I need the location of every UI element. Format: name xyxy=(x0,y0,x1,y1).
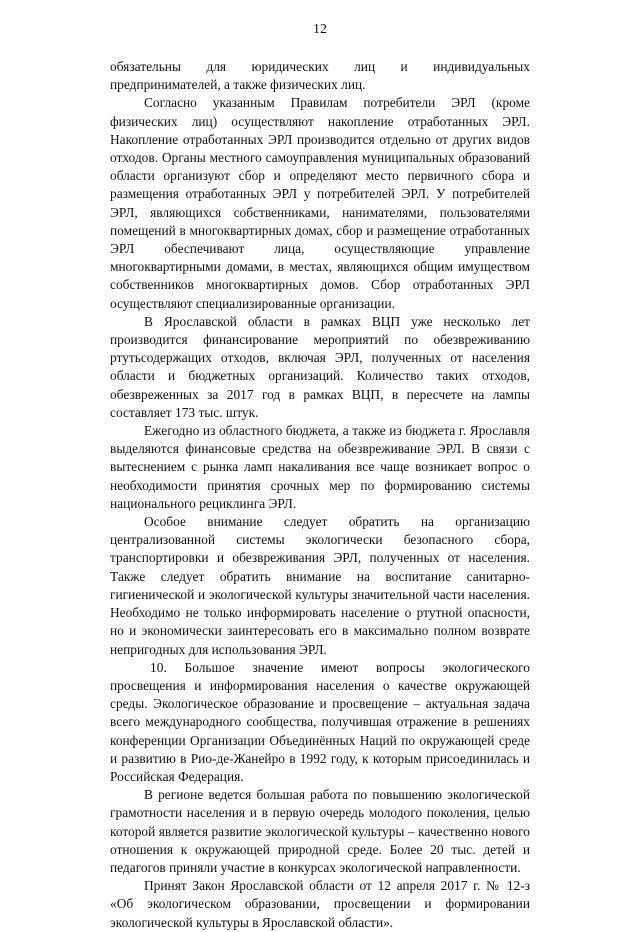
document-body xyxy=(110,58,530,932)
paragraph-vcp-financing: В Ярославской области в рамках ВЦП уже несколько лет производится финансирование мероприятий по обезвреживанию ртутьсодержащих отходов, включая ЭРЛ, полученных от населения области и бюджетных организаций. Количество таких отходов, обезвреженных за 2017 год в рамках ВЦП, в пересчете на лампы составляет 173 тыс. штук. xyxy=(110,313,530,420)
paragraph-annual-budget: Ежегодно из областного бюджета, а также из бюджета г. Ярославля выделяются финансовые средства на обезвреживание ЭРЛ. В связи с вытеснением с рынка ламп накаливания все чаще возникает вопрос о необходимости принятия срочных мер по формированию системы национального рециклинга ЭРЛ. xyxy=(110,423,530,511)
paragraph-law-adopted: Принят Закон Ярославской области от 12 апреля 2017 г. № 12-з «Об экологическом образовании, просвещении и формировании экологической культуры в Ярославской области». xyxy=(110,878,530,930)
paragraph-erl-rules: Согласно указанным Правилам потребители ЭРЛ (кроме физических лиц) осуществляют накопление отработанных ЭРЛ. Накопление отработанных ЭРЛ производится отдельно от других видов отходов. Органы местного самоуправления муниципальных образований области организуют сбор и определяют место первичного сбора и размещения отработанных ЭРЛ у потребителей ЭРЛ. У потребителей ЭРЛ, являющихся собственниками, нанимателями, пользователями помещений в многоквартирных домах, сбор и размещение отработанных ЭРЛ обеспечивают лица, осуществляющие управление многоквартирными домами, в местах, являющихся общим имуществом собственников многоквартирных домов. Сбор отработанных ЭРЛ осуществляют специализированные организации. xyxy=(110,95,530,311)
paragraph-centralized-system: Особое внимание следует обратить на организацию централизованной системы экологически безопасного сбора, транспортировки и обезвреживания ЭРЛ, полученных от населения. Также следует обратить внимание на воспитание санитарно-гигиенической и экологической культуры значительной части населения. Необходимо не только информировать население о ртутной опасности, но и экономически заинтересовать его в максимально полном возврате непригодных для использования ЭРЛ. xyxy=(110,514,530,657)
page-number: 12 xyxy=(313,22,327,37)
paragraph-continuation: обязательны для юридических лиц и индивидуальных предпринимателей, а также физических лиц. xyxy=(110,59,530,93)
paragraph-ecological-education: 10. Большое значение имеют вопросы экологического просвещения и информирования населения о качестве окружающей среды. Экологическое образование и просвещение – актуальная задача всего международного сообщества, получившая отражение в решениях конференции Организации Объединённых Наций по окружающей среде и развитию в Рио-де-Жанейро в 1992 году, к которым присоединилась и Российская Федерация. xyxy=(110,659,530,784)
paragraph-regional-work: В регионе ведется большая работа по повышению экологической грамотности населения и в первую очередь молодого поколения, целью которой является развитие экологической культуры – качественно нового отношения к окружающей природной среде. Более 20 тыс. детей и педагогов приняли участие в конкурсах экологической направленности. xyxy=(110,787,530,875)
